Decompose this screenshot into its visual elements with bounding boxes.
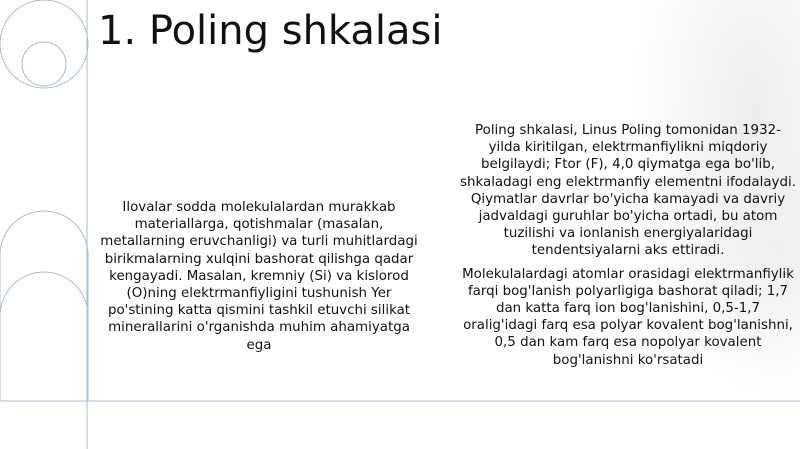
- left-paragraph: Ilovalar sodda molekulalardan murakkab materiallarga, qotishmalar (masalan, metallarning eruvchanligi) va turli muhitlardagi birikmalarning xulqini bashorat qilishga qadar kengayadi. Masalan, kremniy (Si) va kislorod (O)ning elektrmanfiyligini tushunish Yer po'stining katta qismini tashkil etuvchi silikat minerallarini o'rganishda muhim ahamiyatga ega: [100, 200, 418, 353]
- small-circle-outline: [22, 42, 66, 86]
- right-paragraph-2: Molekulalardagi atomlar orasidagi elektrmanfiylik farqi bog'lanish polyarligiga bashorat qiladi; 1,7 dan katta farq ion bog'lanishini, 0,5-1,7 oralig'idagi farq esa polyar kovalent bog'lanishni, 0,5 dan kam farq esa nopolyar kovalent bog'lanishni ko'rsatadi: [462, 266, 794, 368]
- left-text-column: [100, 199, 418, 354]
- arch-shape-outer: [0, 211, 88, 401]
- slide-title: 1. Poling shkalasi: [98, 8, 443, 54]
- arch-shape-upper: [0, 272, 88, 401]
- right-text-column: [460, 122, 796, 375]
- large-circle-outline: [0, 0, 88, 88]
- right-paragraph-1: Poling shkalasi, Linus Poling tomonidan 1932-yilda kiritilgan, elektrmanfiylikni miqdoriy belgilaydi; Ftor (F), 4,0 qiymatga ega bo'lib, shkaladagi eng elektrmanfiy elementni ifodalaydi. Qiymatlar davrlar bo'yicha kamayadi va davriy jadvaldagi guruhlar bo'yicha ortadi, bu atom tuzilishi va ionlanish energiyalaridagi tendentsiyalarni aks ettiradi.: [460, 123, 796, 259]
